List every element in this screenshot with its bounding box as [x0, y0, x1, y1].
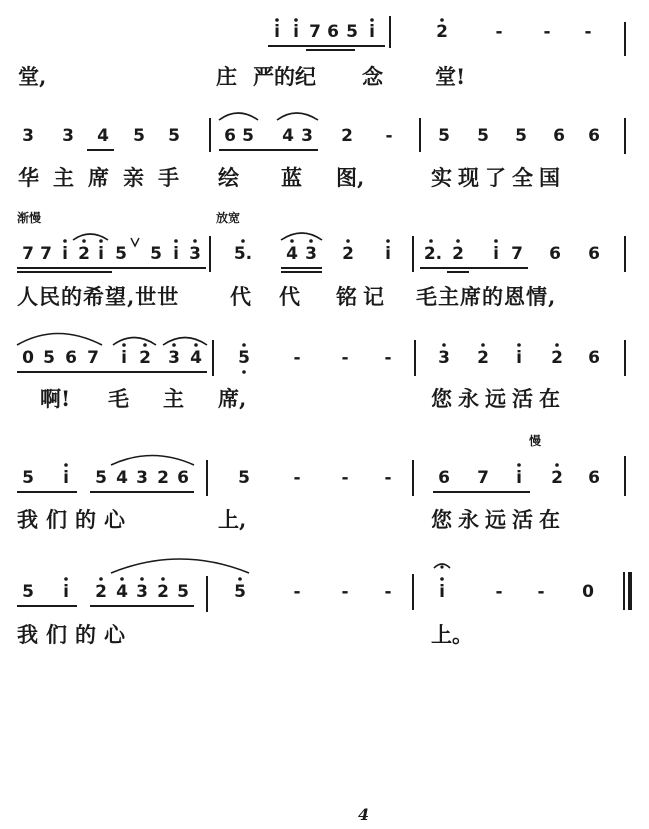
note: i — [369, 22, 375, 42]
note: 3 — [136, 468, 148, 488]
lyric: 图, — [336, 165, 365, 190]
note: 5 — [133, 126, 145, 146]
dash-note: - — [584, 22, 592, 42]
note: 3 — [301, 126, 313, 146]
slur — [17, 334, 102, 346]
note: i — [62, 244, 68, 264]
note: 5 — [95, 468, 107, 488]
octave-dot — [140, 577, 144, 581]
note: 3 — [305, 244, 317, 264]
octave-dots — [63, 18, 559, 581]
lyric: 代 — [279, 284, 300, 309]
lyric: 席, — [218, 386, 247, 411]
note: 2 — [341, 126, 353, 146]
note: 5 — [438, 126, 450, 146]
lyric: 铭记 — [336, 284, 390, 309]
octave-dot — [64, 577, 68, 581]
octave-dot — [440, 577, 444, 581]
note: 5 — [115, 244, 127, 264]
note: i — [63, 468, 69, 488]
dash-note: - — [341, 468, 349, 488]
note: 7 — [40, 244, 52, 264]
octave-dot — [555, 343, 559, 347]
note: 7 — [309, 22, 321, 42]
note: 2 — [157, 582, 169, 602]
octave-dot — [290, 239, 294, 243]
octave-dot — [174, 239, 178, 243]
dash-note: - — [293, 468, 301, 488]
octave-dot — [456, 239, 460, 243]
dash-note: - — [293, 348, 301, 368]
octave-dot — [275, 18, 279, 22]
note: 2 — [95, 582, 107, 602]
breath-mark — [131, 238, 139, 246]
dash-note: - — [384, 348, 392, 368]
lyric: 绘 — [218, 165, 239, 190]
octave-dot — [194, 343, 198, 347]
note: 0 — [22, 348, 34, 368]
lyric: 我们的心 — [17, 622, 133, 647]
fermata-dot — [440, 565, 443, 568]
dash-note: - — [341, 348, 349, 368]
note: 2 — [139, 348, 151, 368]
note: i — [385, 244, 391, 264]
note: 3 — [136, 582, 148, 602]
octave-dot — [370, 18, 374, 22]
octave-dot — [99, 239, 103, 243]
octave-dot — [309, 239, 313, 243]
note: 6 — [438, 468, 450, 488]
note: 0 — [582, 582, 594, 602]
note: 5 — [22, 582, 34, 602]
slur — [219, 113, 258, 120]
lyric: 我们的心 — [17, 507, 133, 532]
tempo-hint: 渐慢 — [17, 211, 42, 225]
note: i — [274, 22, 280, 42]
note: 6 — [588, 348, 600, 368]
octave-dot — [193, 239, 197, 243]
lyric: 华主席亲手 — [18, 165, 193, 190]
note: 5 — [238, 468, 250, 488]
note: 2 — [157, 468, 169, 488]
slur — [111, 456, 194, 466]
octave-dot — [241, 239, 245, 243]
octave-dot — [494, 239, 498, 243]
note: 5 — [242, 126, 254, 146]
octave-dot — [517, 463, 521, 467]
note: 7 — [87, 348, 99, 368]
lyric: 代 — [230, 284, 251, 309]
note: 3 — [438, 348, 450, 368]
octave-dot — [63, 239, 67, 243]
octave-dot — [429, 239, 433, 243]
octave-dot — [120, 577, 124, 581]
beam-underlines — [17, 46, 530, 606]
note: 5 — [234, 582, 246, 602]
dash-note: - — [384, 468, 392, 488]
lyric: 毛主席的恩情, — [416, 284, 557, 309]
note: 6 — [65, 348, 77, 368]
octave-dot — [242, 370, 246, 374]
lyric: 人民的希望,世世 — [17, 284, 180, 309]
octave-dot — [555, 463, 559, 467]
note: 4 — [116, 468, 128, 488]
note: 2 — [477, 348, 489, 368]
tempo-hint: 慢 — [529, 434, 542, 448]
octave-dot — [82, 239, 86, 243]
note: i — [516, 348, 522, 368]
octave-dot — [294, 18, 298, 22]
lyric: 上, — [218, 507, 247, 532]
note: i — [293, 22, 299, 42]
page-number: 4 — [358, 805, 370, 824]
note: i — [516, 468, 522, 488]
dash-note: - — [385, 126, 393, 146]
note: i — [63, 582, 69, 602]
note: 2. — [423, 244, 443, 264]
note: 3 — [22, 126, 34, 146]
dash-note: - — [495, 22, 503, 42]
note: 5 — [150, 244, 162, 264]
note: 6 — [177, 468, 189, 488]
lyric: 啊! — [40, 386, 71, 411]
note: 2 — [78, 244, 90, 264]
note: 4 — [282, 126, 294, 146]
lyric: 庄 — [216, 64, 237, 89]
note: 5 — [43, 348, 55, 368]
lyric: 上。 — [431, 622, 473, 647]
note: i — [121, 348, 127, 368]
note: 5 — [168, 126, 180, 146]
octave-dot — [161, 577, 165, 581]
note: 4 — [286, 244, 298, 264]
slur — [111, 559, 249, 573]
octave-dot — [386, 239, 390, 243]
note: 5 — [515, 126, 527, 146]
note: 5. — [233, 244, 253, 264]
octave-dot — [242, 343, 246, 347]
octave-dot — [517, 343, 521, 347]
note: 5 — [238, 348, 250, 368]
note: 6 — [327, 22, 339, 42]
note: i — [173, 244, 179, 264]
lyric: 您永远活在 — [431, 386, 566, 411]
octave-dot — [346, 239, 350, 243]
dash-note: - — [537, 582, 545, 602]
lyric: 主 — [163, 386, 184, 411]
octave-dot — [442, 343, 446, 347]
note: 3 — [62, 126, 74, 146]
note: 5 — [22, 468, 34, 488]
note: 6 — [553, 126, 565, 146]
lyric: 蓝 — [281, 165, 302, 190]
octave-dot — [481, 343, 485, 347]
slur — [113, 338, 156, 346]
slur — [281, 233, 322, 240]
octave-dot — [64, 463, 68, 467]
slurs — [17, 113, 450, 573]
lyric: 念 — [362, 64, 383, 89]
octave-dot — [440, 18, 444, 22]
tempo-hint: 放宽 — [216, 211, 241, 225]
note: 5 — [177, 582, 189, 602]
note: 2 — [551, 468, 563, 488]
lyric: 堂! — [435, 64, 466, 89]
note: i — [98, 244, 104, 264]
note: 4 — [190, 348, 202, 368]
octave-dot — [143, 343, 147, 347]
note: 6 — [549, 244, 561, 264]
slur — [73, 234, 108, 240]
note: 5 — [346, 22, 358, 42]
note: 2 — [452, 244, 464, 264]
note: 7 — [22, 244, 34, 264]
slur — [277, 113, 318, 120]
octave-dot — [122, 343, 126, 347]
octave-dot — [172, 343, 176, 347]
note: 2 — [551, 348, 563, 368]
dash-note: - — [341, 582, 349, 602]
note: 4 — [116, 582, 128, 602]
lyric: 实现了全国 — [431, 165, 566, 190]
note: 4 — [97, 126, 109, 146]
octave-dot — [238, 577, 242, 581]
note: 7 — [477, 468, 489, 488]
lyric: 毛 — [108, 386, 129, 411]
lyric: 严的纪 — [253, 64, 316, 89]
note: 6 — [588, 244, 600, 264]
dash-note: - — [384, 582, 392, 602]
octave-dot — [99, 577, 103, 581]
dash-note: - — [543, 22, 551, 42]
lyric: 您永远活在 — [431, 507, 566, 532]
note: 2 — [436, 22, 448, 42]
note: 3 — [189, 244, 201, 264]
note: 7 — [511, 244, 523, 264]
note: 2 — [342, 244, 354, 264]
note: i — [493, 244, 499, 264]
note: 6 — [224, 126, 236, 146]
note: 6 — [588, 468, 600, 488]
dash-note: - — [495, 582, 503, 602]
note: 3 — [168, 348, 180, 368]
note: i — [439, 582, 445, 602]
slur — [163, 338, 207, 346]
lyric: 堂, — [18, 64, 47, 89]
note: 6 — [588, 126, 600, 146]
dash-note: - — [293, 582, 301, 602]
note: 5 — [477, 126, 489, 146]
